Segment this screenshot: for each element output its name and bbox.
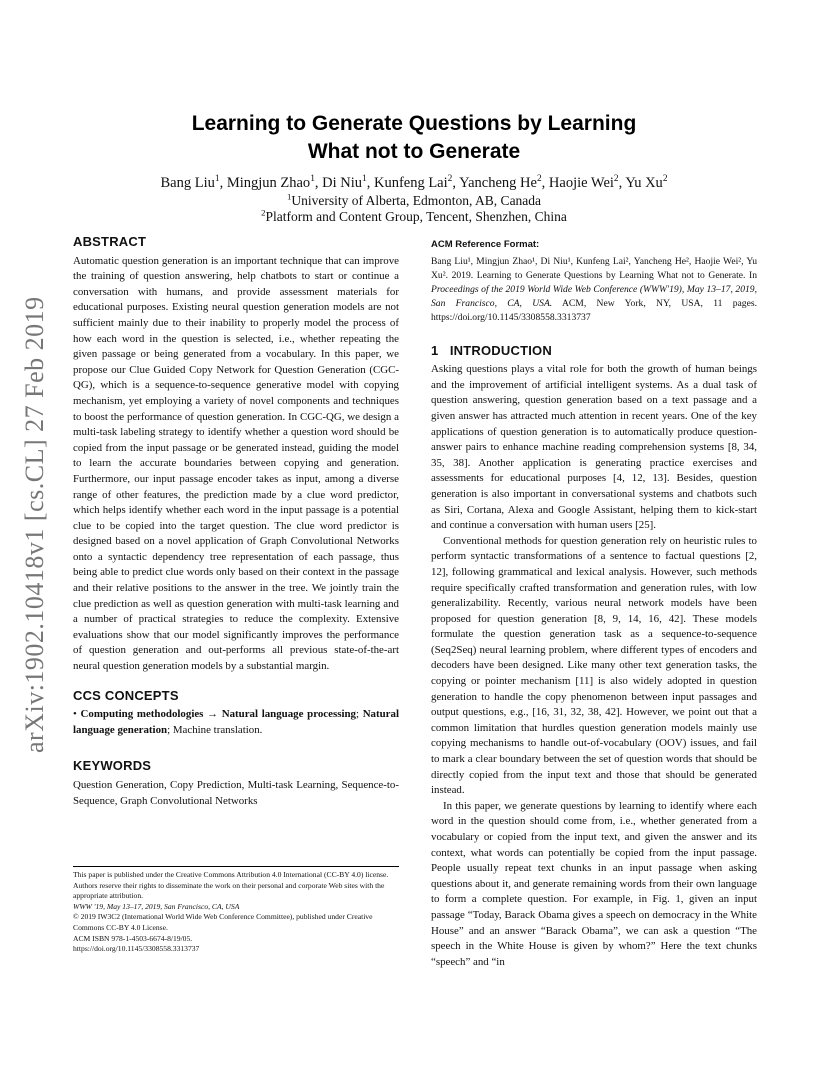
author-name-text: Mingjun Zhao xyxy=(226,175,311,191)
footnote-divider xyxy=(73,866,399,867)
author-name-text: Di Niu xyxy=(322,175,363,191)
author-affiliation-marker: 2 xyxy=(613,174,619,185)
author-list: Bang Liu$^1$, Mingjun Zhao$^1$, Di Niu$^1$, Kunfeng Lai$^2$, Yancheng He$^2$, Haojie Wei$^2$, Yu Xu$^2$ xyxy=(160,174,668,191)
author-affiliation-marker: 1 xyxy=(310,174,315,185)
ccs-heading: CCS CONCEPTS xyxy=(73,687,179,703)
abstract-heading: ABSTRACT xyxy=(73,234,147,249)
affiliation-1 xyxy=(100,192,728,209)
intro-paragraph-3: In this paper, we generate questions by learning to identify where each word in the question should come from, i.e., whether generated from a vocabulary or copied from the input text, and given the answer and its context, what words can potentially be copied from the input passage. People usually repeat text chunks in an input passage when asking questions about it, and generate remaining words from their own language to form a complete question. For example, in Fig. 1, given an input passage “Today, Barack Obama gives a speech on democracy in the White House” and an answer “Barack Obama”, we can ask a question “The speech in the White House is given by whom?” Here the text chunks “speech” and “in xyxy=(431,799,757,968)
footnote-doi-link[interactable]: https://doi.org/10.1145/3308558.3313737 xyxy=(73,944,200,954)
intro-paragraph-1: Asking questions plays a vital role for both the growth of human beings and the improvement of artificial intelligent systems. As a dual task of question answering, question generation based on a text passage and a given answer has attracted much attention in recent years. One of the key applications of question generation is to automatically produce question-answer pairs to enhance machine reading comprehension systems [8, 34, 35, 38]. Another application is generating practice exercises and assessments for educational purposes [4, 12, 13]. Besides, question generation is also important in conversational systems and chatbots such as Siri, Cortana, Alexa and Google Assistant, helping them to kick-start and continue a conversation with human users [25]. xyxy=(431,363,757,532)
affiliation-2-text: Platform and Content Group, Tencent, Shenzhen, China xyxy=(265,209,567,224)
left-column xyxy=(73,234,399,809)
ccs-computing-methodologies: Computing methodologies xyxy=(80,708,204,721)
introduction-heading: 1 INTRODUCTION xyxy=(431,342,552,358)
acm-reference-text xyxy=(431,255,757,325)
author-name xyxy=(549,175,619,191)
author-name-text: Kunfeng Lai xyxy=(373,175,448,191)
footnote-block xyxy=(73,870,399,955)
author-affiliation-marker: 2 xyxy=(447,174,453,185)
footnote-conference: WWW '19, May 13–17, 2019, San Francisco, CA, USA xyxy=(73,901,240,911)
footnote-copyright: © 2019 IW3C2 (International World Wide Web Conference Committee), published under Creative Commons CC-BY 4.0 License. xyxy=(73,912,373,932)
acm-reference-venue: Proceedings of the 2019 World Wide Web Conference (WWW'19), May 13–17, 2019, San Francisco, CA, USA. xyxy=(431,283,757,309)
title-line-1: Learning to Generate Questions by Learning xyxy=(191,112,637,135)
author-affiliation-marker: 1 xyxy=(214,174,220,185)
title-line-2: What not to Generate xyxy=(307,140,521,163)
ccs-nlp: Natural language processing xyxy=(221,708,356,721)
intro-paragraph-2: Conventional methods for question generation rely on heuristic rules to perform syntactic transformations of a sentence to factual questions [2, 12], following grammatical and lexical analysis. However, such methods require specifically crafted transformation and generation rules, with low generalizability. Recently, various neural network models have been proposed for question generation [8, 9, 14, 16, 42]. These models formulate the question generation task as a sequence-to-sequence (Seq2Seq) neural learning problem, where different types of encoders and decoders have been designed. Like many other text generation tasks, the copying or pointer mechanism [11] is also widely adopted in question generation to handle the copy phenomenon between input passages and output questions, e.g., [16, 31, 32, 38, 42]. However, we point out that a common limitation that hurdles question generation models mainly use copying mechanisms to handle out-of-vocabulary (OOV) issues, and fail to mark a clear boundary between the set of question words that should be directly copied from the input text and those that should be generated instead. xyxy=(431,534,757,797)
author-affiliation-marker: 1 xyxy=(362,174,367,185)
affiliation-2 xyxy=(100,208,728,225)
arxiv-stamp: arXiv:1902.10418v1 [cs.CL] 27 Feb 2019 xyxy=(20,296,49,754)
author-name xyxy=(227,175,315,191)
footnote-isbn: ACM ISBN 978-1-4503-6674-8/19/05. xyxy=(73,933,193,943)
ccs-concepts xyxy=(73,707,399,738)
author-name xyxy=(459,175,542,191)
author-name-text: Bang Liu xyxy=(160,175,215,191)
affiliation-2-marker: 2 xyxy=(261,207,266,218)
affiliation-1-marker: 1 xyxy=(286,191,292,202)
author-affiliation-marker: 2 xyxy=(536,174,542,185)
ccs-tail: ; Machine translation. xyxy=(167,723,263,736)
abstract-text: Automatic question generation is an important technique that can improve the training of question answering, help chatbots to start or continue a conversation with humans, and provide assessment materials for educational purposes. Existing neural question generation models are not sufficient mainly due to their inability to properly model the process of how each word in the question is selected, i.e., whether repeating the given passage or being generated from a vocabulary. In this paper, we propose our Clue Guided Copy Network for Question Generation (CGC-QG), which is a sequence-to-sequence generative model with copying mechanism, yet employing a variety of novel components and techniques to boost the performance of question generation. In CGC-QG, we design a multi-task labeling strategy to identify whether a question word should be copied from the input passage or be generated instead, guiding the model to learn the accurate boundaries between copying and generation. Furthermore, our input passage encoder takes as input, among a diverse range of other features, the prediction made by a clue word predictor, which helps identify whether each word in the input passage is a potential clue to be copied into the target question. The clue word predictor is designed based on a novel application of Graph Convolutional Networks onto a syntactic dependency tree representation of each passage, thus being able to predict clue words only based on their context in the passage and their relative positions to the answer in the tree. We jointly train the clue prediction as well as question generation with multi-task learning and a number of practical strategies to reduce the complexity. Extensive evaluations show that our model significantly improves the performance of question generation and out-performs all previous state-of-the-art neural question generation models by a substantial margin. xyxy=(73,254,399,673)
affiliation-1-text: University of Alberta, Edmonton, AB, Canada xyxy=(291,193,542,208)
ccs-separator: ; xyxy=(355,708,363,721)
ccs-arrow: → xyxy=(203,708,222,721)
keywords-heading: KEYWORDS xyxy=(73,758,152,774)
ccs-nlg: Natural language generation xyxy=(73,708,399,736)
author-name xyxy=(160,175,219,191)
author-name xyxy=(625,175,667,191)
right-column xyxy=(431,237,757,970)
keywords-text: Question Generation, Copy Prediction, Multi-task Learning, Sequence-to-Sequence, Graph Convolutional Networks xyxy=(73,779,399,807)
footnote-license: This paper is published under the Creative Commons Attribution 4.0 International (CC-BY 4.0) license. Authors reserve their rights to disseminate the work on their personal and corporate Web sites with the appropriate attribution. xyxy=(73,870,389,901)
paper-title xyxy=(120,110,708,166)
acm-reference-authors: Bang Liu¹, Mingjun Zhao¹, Di Niu¹, Kunfeng Lai², Yancheng He², Haojie Wei², Yu Xu². 2019. Learning to Generate Questions by Learning What not to Generate. In xyxy=(431,255,757,281)
author-name xyxy=(322,175,367,191)
author-name xyxy=(374,175,452,191)
author-name-text: Yu Xu xyxy=(625,175,663,191)
acm-reference-tail: ACM, New York, NY, USA, 11 pages. https://doi.org/10.1145/3308558.3313737 xyxy=(431,297,757,323)
ccs-bullet: • xyxy=(73,708,77,721)
author-name-text: Yancheng He xyxy=(459,175,537,191)
author-affiliation-marker: 2 xyxy=(662,174,668,185)
acm-reference-heading: ACM Reference Format: xyxy=(431,239,540,250)
author-name-text: Haojie Wei xyxy=(548,175,614,191)
